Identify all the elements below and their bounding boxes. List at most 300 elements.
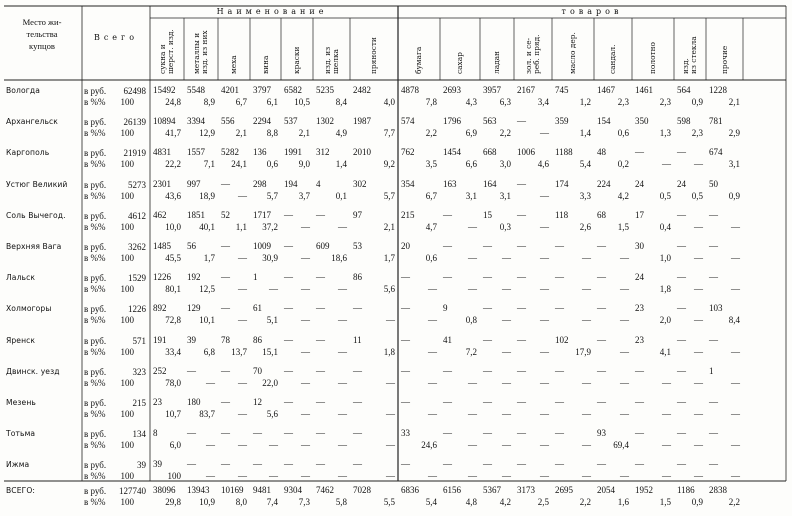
cell-pct: — [620, 377, 629, 388]
cell-rub: 30 [635, 241, 644, 251]
cell-pct: — [582, 409, 591, 419]
cell-pct: 5,7 [383, 190, 395, 201]
cell-rub: 302 [353, 178, 367, 189]
cell-rub: — [443, 365, 452, 376]
cell-rub: — [517, 459, 526, 470]
cell-pct: — [468, 471, 477, 482]
unit-rub: в руб. [84, 398, 107, 408]
cell-rub: — [443, 241, 452, 251]
cell-pct: — [731, 440, 740, 451]
cell-rub: 1188 [555, 147, 573, 158]
cell-pct: — [338, 284, 347, 295]
cell-rub: 78 [221, 334, 230, 345]
cell-rub: — [517, 178, 526, 189]
cell-pct: — [731, 409, 740, 419]
cell-rub: 1006 [517, 147, 535, 158]
cell-rub: 668 [483, 147, 497, 158]
cell-pct: — [694, 284, 703, 295]
unit-rub: в руб. [84, 210, 107, 221]
cell-rub: — [353, 365, 362, 376]
row-total-rub: 3262 [128, 242, 146, 252]
cell-pct: — [694, 253, 703, 263]
cell-rub: 1 [253, 272, 258, 283]
cell-rub: — [483, 365, 492, 376]
unit-rub: в руб. [84, 366, 107, 377]
cell-rub: — [517, 209, 526, 220]
cell-rub: 180 [187, 397, 201, 407]
cell-pct: 9,2 [383, 159, 395, 170]
cell-rub: 86 [353, 272, 362, 283]
cell-rub: 598 [677, 116, 691, 127]
cell-pct: 24,6 [421, 440, 437, 451]
row-total-pct: 100 [120, 409, 134, 419]
cell-pct: 5,5 [383, 497, 395, 507]
row-total-rub: 4612 [128, 210, 146, 221]
cell-pct: — [540, 409, 549, 419]
column-header-meha: меха [229, 55, 238, 74]
cell-rub: 2167 [517, 85, 535, 95]
cell-rub: 38096 [153, 485, 176, 495]
row-place: Лальск [6, 273, 36, 283]
cell-pct: 30,9 [262, 253, 278, 263]
cell-pct: — [338, 377, 347, 388]
cell-pct: 22,2 [165, 159, 181, 170]
unit-rub: в руб. [84, 117, 107, 128]
cell-pct: — [386, 315, 395, 326]
cell-pct: 3,1 [465, 190, 477, 201]
cell-pct: 2,3 [617, 97, 629, 107]
cell-rub: — [709, 209, 718, 220]
cell-rub: — [353, 428, 362, 439]
unit-pct: в %% [84, 190, 106, 201]
cell-rub: — [187, 428, 196, 439]
unit-rub: в руб. [84, 86, 107, 96]
cell-pct: 4,2 [499, 497, 511, 507]
cell-rub: — [284, 428, 293, 439]
cell-rub: 6836 [401, 485, 419, 495]
cell-rub: 41 [443, 334, 452, 345]
cell-rub: — [555, 459, 564, 470]
cell-pct: 2,1 [383, 221, 395, 232]
cell-rub: — [401, 334, 410, 345]
cell-pct: 3,5 [425, 159, 437, 170]
cell-rub: — [517, 241, 526, 251]
cell-pct: 3,0 [499, 159, 511, 170]
unit-rub: в руб. [84, 335, 107, 346]
cell-rub: — [635, 147, 644, 158]
cell-pct: 2,2 [499, 128, 511, 139]
cell-pct: 4,7 [425, 221, 437, 232]
cell-pct: 7,3 [298, 497, 310, 507]
cell-pct: 3,3 [579, 190, 591, 201]
cell-pct: — [238, 190, 247, 201]
cell-rub: 15 [483, 209, 492, 220]
cell-rub: 6582 [284, 85, 302, 95]
cell-pct: 0,4 [659, 221, 671, 232]
column-header-maslo: масло дер. [568, 32, 577, 74]
cell-pct: 2,6 [579, 221, 591, 232]
cell-rub: — [483, 428, 492, 439]
cell-rub: — [709, 459, 718, 470]
cell-pct: — [468, 409, 477, 419]
column-header-prochie: прочие [719, 45, 729, 74]
cell-pct: — [301, 315, 310, 326]
row-total-pct: 100 [120, 128, 134, 139]
cell-rub: 68 [597, 209, 606, 220]
cell-rub: 10169 [221, 485, 244, 495]
cell-pct: — [269, 471, 278, 482]
cell-rub: 24 [635, 272, 644, 283]
cell-rub: — [555, 303, 564, 314]
cell-pct: — [582, 253, 591, 263]
cell-rub: — [483, 241, 492, 251]
cell-pct: — [238, 409, 247, 419]
cell-rub: — [221, 241, 230, 251]
cell-rub: 39 [153, 459, 162, 470]
cell-rub: — [443, 428, 452, 439]
cell-pct: 9,0 [298, 159, 310, 170]
cell-pct: 8,4 [335, 97, 347, 107]
cell-pct: 6,7 [235, 97, 247, 107]
cell-rub: 5367 [483, 485, 501, 495]
cell-pct: 5,4 [579, 159, 591, 170]
cell-pct: — [301, 253, 310, 263]
cell-pct: 0,1 [335, 190, 347, 201]
cell-pct: — [540, 346, 549, 357]
cell-pct: — [428, 346, 437, 357]
cell-pct: 2,2 [728, 497, 740, 507]
cell-pct: — [338, 315, 347, 326]
cell-pct: — [582, 471, 591, 482]
cell-pct: 0,6 [617, 128, 629, 139]
cell-pct: 5,1 [266, 315, 278, 326]
cell-pct: 6,7 [425, 190, 437, 201]
unit-pct: в %% [84, 221, 106, 232]
row-place: Тотьма [6, 429, 36, 439]
cell-rub: — [443, 272, 452, 283]
row-place: Каргополь [6, 148, 50, 158]
cell-pct: 6,8 [203, 346, 215, 357]
cell-pct: — [386, 409, 395, 419]
row-total-pct: 100 [120, 497, 134, 507]
cell-rub: 1 [709, 365, 714, 376]
cell-rub: — [555, 397, 564, 407]
cell-pct: — [238, 284, 247, 295]
cell-pct: 2,0 [659, 315, 671, 326]
cell-pct: 83,7 [199, 409, 215, 419]
cell-rub: — [401, 459, 410, 470]
cell-pct: — [238, 253, 247, 263]
cell-rub: — [284, 459, 293, 470]
cell-rub: 2301 [153, 178, 171, 189]
cell-rub: 563 [483, 116, 497, 127]
column-header-polotno: полотно [648, 42, 657, 74]
cell-pct: 5,7 [266, 190, 278, 201]
cell-rub: 10894 [153, 116, 176, 127]
row-total-pct: 100 [120, 97, 134, 107]
cell-rub: 1557 [187, 147, 205, 158]
row-place: Верхняя Вага [6, 242, 62, 251]
cell-pct: — [386, 377, 395, 388]
row-place: Яренск [6, 335, 36, 345]
row-place: Мезень [6, 398, 36, 407]
cell-rub: 23 [635, 303, 644, 314]
cell-pct: 5,8 [335, 497, 347, 507]
cell-pct: 13,7 [231, 346, 247, 357]
unit-pct: в %% [84, 346, 106, 357]
row-total-pct: 100 [120, 440, 134, 451]
cell-rub: 23 [635, 334, 644, 345]
cell-pct: — [694, 409, 703, 419]
row-total-rub: 127740 [119, 486, 146, 496]
cell-pct: 6,3 [499, 97, 511, 107]
cell-rub: — [677, 303, 686, 314]
cell-rub: 154 [597, 116, 611, 127]
cell-rub: — [709, 397, 718, 407]
cell-rub: 9481 [253, 485, 271, 495]
cell-rub: — [284, 241, 293, 251]
cell-rub: — [443, 209, 452, 220]
row-total-pct: 100 [120, 471, 134, 482]
cell-rub: — [316, 209, 325, 220]
row-place: Холмогоры [6, 304, 52, 314]
cell-rub: 52 [221, 209, 230, 220]
cell-rub: 136 [253, 147, 267, 158]
cell-pct: — [582, 315, 591, 326]
cell-pct: — [206, 471, 215, 482]
cell-pct: 17,9 [575, 346, 591, 357]
cell-pct: 10,9 [199, 497, 215, 507]
cell-pct: — [620, 253, 629, 263]
column-header-metally: металлы и изд. из них [192, 30, 209, 74]
cell-rub: 192 [187, 272, 201, 283]
cell-pct: 0,5 [659, 190, 671, 201]
cell-rub: 6156 [443, 485, 461, 495]
cell-pct: 3,1 [728, 159, 740, 170]
cell-pct: — [338, 440, 347, 451]
cell-rub: 3797 [253, 85, 271, 95]
cell-pct: — [540, 221, 549, 232]
header-group-left: Наименование [216, 7, 328, 16]
cell-pct: 6,1 [266, 97, 278, 107]
cell-pct: — [694, 159, 703, 170]
cell-pct: 4,3 [465, 97, 477, 107]
cell-pct: 15,1 [262, 346, 278, 357]
cell-pct: — [338, 471, 347, 482]
cell-pct: — [238, 471, 247, 482]
cell-rub: — [635, 397, 644, 407]
cell-pct: 1,4 [335, 159, 347, 170]
cell-pct: 2,9 [728, 128, 740, 139]
cell-pct: — [468, 377, 477, 388]
cell-rub: 56 [187, 241, 196, 251]
cell-rub: — [597, 397, 606, 407]
unit-pct: в %% [84, 97, 106, 107]
cell-pct: 22,0 [262, 377, 278, 388]
cell-rub: 15492 [153, 85, 176, 95]
cell-rub: 252 [153, 365, 167, 376]
cell-rub: — [517, 428, 526, 439]
cell-rub: 86 [253, 334, 262, 345]
cell-pct: 1,7 [203, 253, 215, 263]
cell-rub: 9304 [284, 485, 302, 495]
cell-rub: 1485 [153, 241, 171, 251]
cell-rub: — [316, 459, 325, 470]
cell-rub: 4 [316, 178, 321, 189]
row-place: Вологда [6, 86, 40, 95]
cell-rub: 574 [401, 116, 415, 127]
cell-rub: — [555, 365, 564, 376]
cell-pct: — [502, 377, 511, 388]
cell-pct: 1,5 [659, 497, 671, 507]
unit-rub: в руб. [84, 179, 107, 190]
unit-pct: в %% [84, 471, 106, 482]
cell-pct: 4,8 [465, 497, 477, 507]
cell-pct: — [238, 377, 247, 388]
cell-rub: 537 [284, 116, 298, 127]
cell-rub: 194 [284, 178, 298, 189]
cell-rub: 5282 [221, 147, 239, 158]
cell-rub: 129 [187, 303, 201, 314]
cell-rub: 354 [401, 178, 415, 189]
cell-pct: — [502, 253, 511, 263]
cell-rub: — [316, 365, 325, 376]
cell-pct: 24,8 [165, 97, 181, 107]
cell-pct: 3,7 [298, 190, 310, 201]
cell-pct: — [502, 440, 511, 451]
cell-pct: 12,9 [199, 128, 215, 139]
cell-pct: — [662, 471, 671, 482]
cell-pct: 45,5 [165, 253, 181, 263]
column-header-sukna: сукна и шерст. изд. [158, 29, 175, 74]
cell-pct: — [468, 284, 477, 295]
cell-rub: — [187, 459, 196, 470]
cell-pct: — [620, 471, 629, 482]
cell-pct: 0,8 [465, 315, 477, 326]
cell-pct: — [301, 377, 310, 388]
unit-rub: в руб. [84, 304, 107, 315]
cell-pct: — [502, 346, 511, 357]
cell-rub: — [221, 178, 230, 189]
cell-pct: 0,9 [691, 497, 703, 507]
cell-pct: — [582, 440, 591, 451]
cell-pct: 0,2 [617, 159, 629, 170]
cell-rub: — [483, 303, 492, 314]
cell-rub: 609 [316, 241, 330, 251]
cell-pct: 5,6 [266, 409, 278, 419]
cell-pct: — [582, 377, 591, 388]
cell-pct: 8,0 [235, 497, 247, 507]
cell-rub: 2838 [709, 485, 727, 495]
cell-pct: — [731, 471, 740, 482]
unit-pct: в %% [84, 409, 106, 419]
cell-rub: — [284, 365, 293, 376]
cell-rub: 1987 [353, 116, 371, 127]
cell-rub: — [517, 397, 526, 407]
cell-rub: — [555, 272, 564, 283]
cell-pct: 2,1 [298, 128, 310, 139]
cell-pct: — [731, 284, 740, 295]
cell-rub: 4201 [221, 85, 239, 95]
cell-rub: — [187, 365, 196, 376]
row-total-rub: 215 [132, 398, 146, 408]
cell-pct: 3,1 [499, 190, 511, 201]
cell-pct: — [540, 315, 549, 326]
cell-pct: — [731, 346, 740, 357]
cell-rub: 2695 [555, 485, 573, 495]
cell-rub: 4878 [401, 85, 419, 95]
cell-rub: — [635, 459, 644, 470]
row-place: Ижма [6, 460, 30, 470]
cell-pct: 1,8 [383, 346, 395, 357]
cell-pct: 5,4 [425, 497, 437, 507]
cell-rub: 70 [253, 365, 262, 376]
unit-rub: в руб. [84, 460, 107, 471]
cell-pct: — [301, 221, 310, 232]
cell-pct: 10,7 [165, 409, 181, 419]
cell-rub: 48 [597, 147, 606, 158]
cell-pct: — [502, 471, 511, 482]
cell-rub: 1302 [316, 116, 334, 127]
cell-pct: 78,0 [165, 377, 181, 388]
cell-pct: 1,2 [579, 97, 591, 107]
unit-rub: в руб. [84, 486, 107, 496]
row-total-pct: 100 [120, 253, 134, 263]
cell-pct: 37,2 [262, 221, 278, 232]
row-total-pct: 100 [120, 190, 134, 201]
cell-pct: 72,8 [165, 315, 181, 326]
cell-rub: — [401, 272, 410, 283]
cell-pct: — [662, 440, 671, 451]
cell-pct: 1,5 [617, 221, 629, 232]
header-total-label: Всего [93, 33, 139, 42]
cell-rub: 11 [353, 334, 362, 345]
cell-rub: 1952 [635, 485, 653, 495]
cell-rub: 224 [597, 178, 611, 189]
cell-pct: — [386, 471, 395, 482]
row-total-pct: 100 [120, 221, 134, 232]
row-total-pct: 100 [120, 315, 134, 326]
cell-rub: — [677, 334, 686, 345]
cell-rub: — [221, 365, 230, 376]
cell-pct: — [468, 253, 477, 263]
cell-rub: 2054 [597, 485, 615, 495]
cell-pct: 2,2 [579, 497, 591, 507]
cell-pct: — [620, 409, 629, 419]
cell-pct: — [540, 377, 549, 388]
cell-rub: 3957 [483, 85, 501, 95]
column-header-shelk: изд. из шелка [322, 46, 340, 74]
cell-pct: — [338, 409, 347, 419]
unit-pct: в %% [84, 377, 106, 388]
cell-rub: — [443, 397, 452, 407]
cell-pct: 1,7 [383, 253, 395, 263]
cell-pct: 8,9 [203, 97, 215, 107]
row-total-rub: 134 [132, 429, 146, 440]
cell-rub: — [316, 334, 325, 345]
cell-rub: 1228 [709, 85, 727, 95]
cell-pct: 5,6 [383, 284, 395, 295]
cell-pct: — [502, 315, 511, 326]
column-header-zol: зол. и се- реб. пряд. [524, 34, 541, 74]
cell-rub: 350 [635, 116, 649, 127]
cell-pct: — [540, 440, 549, 451]
cell-pct: 1,0 [659, 253, 671, 263]
cell-rub: 564 [677, 85, 691, 95]
cell-rub: — [677, 147, 686, 158]
cell-rub: 53 [353, 241, 362, 251]
cell-pct: 4,9 [335, 128, 347, 139]
